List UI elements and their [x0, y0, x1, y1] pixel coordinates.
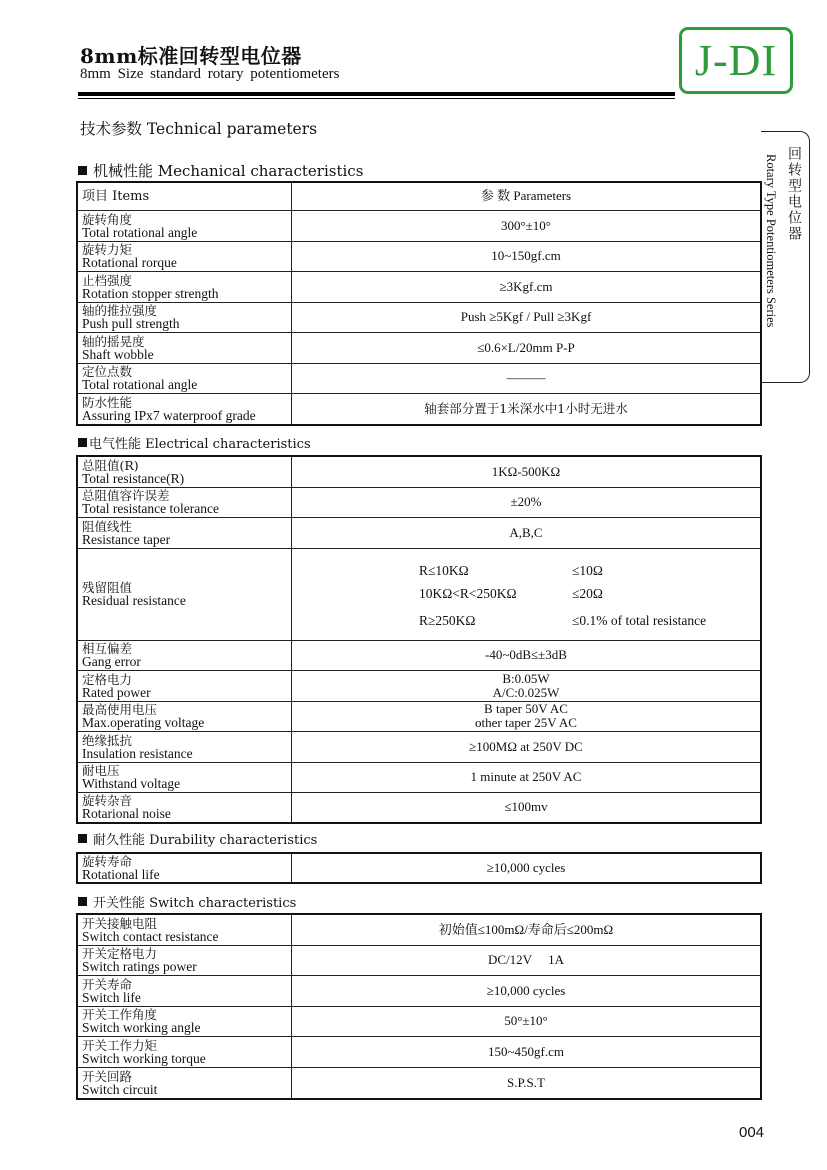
- value-cell: ±20%: [292, 487, 762, 517]
- square-bullet-icon: [78, 897, 87, 906]
- item-label-en: Rotational life: [82, 867, 160, 882]
- table-row: [77, 670, 761, 701]
- durability-table: [76, 852, 762, 884]
- value-text: 10KΩ<R<250KΩ: [419, 586, 517, 601]
- value-text: R≥250KΩ: [419, 613, 476, 628]
- durability-section-title: 耐久性能 Durability characteristics: [78, 829, 317, 848]
- item-cell: [77, 393, 292, 425]
- value-cell: 150~450gf.cm: [292, 1036, 762, 1067]
- item-label-cn: 旋转寿命: [82, 854, 133, 869]
- item-label-en: Switch life: [82, 989, 141, 1005]
- brand-logo: J-DI: [679, 27, 793, 94]
- table-row: [77, 210, 761, 241]
- item-label-cn: 旋转杂音: [82, 793, 133, 809]
- square-bullet-icon: [78, 166, 87, 175]
- item-cell: [77, 487, 292, 517]
- table-row: [77, 517, 761, 548]
- value-text: R≤10KΩ: [419, 563, 469, 578]
- item-cell: [77, 975, 292, 1006]
- item-label-cn: 定格电力: [82, 671, 133, 687]
- value-text: A/C:0.025W: [492, 684, 560, 700]
- item-cell: [77, 332, 292, 363]
- value-cell: [292, 670, 762, 701]
- value-text: B taper 50V AC: [484, 701, 568, 716]
- item-cell: [77, 517, 292, 548]
- electrical-table: [76, 455, 762, 824]
- item-cell: [77, 241, 292, 271]
- item-label-cn: 开关定格电力: [82, 946, 158, 961]
- item-label-en: Max.operating voltage: [82, 715, 205, 730]
- item-label-cn: 开关接触电阻: [82, 915, 158, 931]
- item-cell: [77, 640, 292, 670]
- electrical-section-title: 电气性能 Electrical characteristics: [78, 433, 311, 452]
- table-row: [77, 393, 761, 425]
- item-label-en: Withstand voltage: [82, 776, 181, 791]
- value-cell: [292, 548, 762, 640]
- table-header-row: [77, 182, 761, 210]
- value-text: other taper 25V AC: [475, 715, 577, 730]
- table-row: [77, 853, 761, 883]
- table-row: [77, 487, 761, 517]
- value-cell: DC/12V 1A: [292, 945, 762, 975]
- item-cell: [77, 1006, 292, 1036]
- section-title: 技术参数 Technical parameters: [80, 120, 318, 138]
- mechanical-table: [76, 181, 762, 426]
- switch-table: [76, 913, 762, 1100]
- value-cell: ≥100MΩ at 250V DC: [292, 731, 762, 762]
- item-label-cn: 轴的摇晃度: [82, 333, 145, 349]
- item-cell: [77, 670, 292, 701]
- item-label-cn: 轴的推拉强度: [82, 303, 158, 318]
- item-cell: [77, 1036, 292, 1067]
- item-cell: [77, 363, 292, 393]
- value-text: ≤20Ω: [572, 586, 603, 601]
- value-text: ≤0.1% of total resistance: [572, 613, 707, 628]
- value-cell: Push ≥5Kgf / Pull ≥3Kgf: [292, 302, 762, 332]
- item-label-cn: 定位点数: [82, 364, 133, 379]
- item-label-en: Rated power: [82, 684, 151, 700]
- item-label-cn: 总阻值容许误差: [82, 488, 170, 503]
- item-label-cn: 开关工作力矩: [82, 1037, 158, 1053]
- item-label-cn: 开关寿命: [82, 976, 133, 992]
- table-row: [77, 1036, 761, 1067]
- item-label-en: Assuring IPx7 waterproof grade: [82, 407, 256, 423]
- value-cell: ———: [292, 363, 762, 393]
- table-row: [77, 302, 761, 332]
- mechanical-section-title: 机械性能 Mechanical characteristics: [78, 160, 363, 181]
- item-label-cn: 最高使用电压: [82, 702, 158, 717]
- item-label-en: Insulation resistance: [82, 745, 193, 761]
- item-label-cn: 耐电压: [82, 763, 120, 778]
- item-label-en: Total resistance(R): [82, 470, 185, 486]
- item-label-en: Total rotational angle: [82, 224, 198, 240]
- header-parameters: 参 数 Parameters: [292, 182, 762, 210]
- value-cell: ≥3Kgf.cm: [292, 271, 762, 302]
- table-row: [77, 456, 761, 487]
- item-label-en: Push pull strength: [82, 316, 180, 331]
- value-cell: 1 minute at 250V AC: [292, 762, 762, 792]
- table-row: [77, 1067, 761, 1099]
- square-bullet-icon: [78, 834, 87, 843]
- item-cell: [77, 914, 292, 945]
- table-row: [77, 945, 761, 975]
- switch-section-title: 开关性能 Switch characteristics: [78, 892, 296, 911]
- item-label-en: Total rotational angle: [82, 377, 198, 392]
- value-cell: ≤0.6×L/20mm P-P: [292, 332, 762, 363]
- side-tab: [761, 131, 810, 383]
- side-tab-cn: 回转型电位器: [786, 146, 802, 242]
- item-label-en: Rotational rorque: [82, 255, 177, 270]
- item-label-en: Residual resistance: [82, 593, 186, 608]
- square-bullet-icon: [78, 438, 87, 447]
- value-cell: -40~0dB≤±3dB: [292, 640, 762, 670]
- item-label-cn: 旋转力矩: [82, 242, 133, 257]
- table-row: [77, 271, 761, 302]
- table-row: [77, 731, 761, 762]
- table-row: [77, 975, 761, 1006]
- item-label-cn: 开关工作角度: [82, 1007, 158, 1022]
- item-label-cn: 相互偏差: [82, 641, 133, 656]
- item-cell: [77, 853, 292, 883]
- item-label-en: Switch working torque: [82, 1050, 206, 1066]
- item-cell: [77, 762, 292, 792]
- item-label-cn: 开关回路: [82, 1068, 133, 1084]
- value-cell: ≥10,000 cycles: [292, 853, 762, 883]
- value-cell: ≤100mv: [292, 792, 762, 823]
- item-label-en: Switch contact resistance: [82, 928, 219, 944]
- value-cell: 初始值≤100mΩ/寿命后≤200mΩ: [292, 914, 762, 945]
- item-label-en: Shaft wobble: [82, 346, 154, 362]
- item-label-cn: 止档强度: [82, 272, 133, 288]
- value-cell: [292, 701, 762, 731]
- header-rule-thick: [78, 92, 675, 96]
- item-label-cn: 绝缘抵抗: [82, 732, 133, 748]
- value-cell: 1KΩ-500KΩ: [292, 456, 762, 487]
- value-cell: 300°±10°: [292, 210, 762, 241]
- header-rule-thin: [78, 98, 675, 99]
- table-row: [77, 914, 761, 945]
- value-cell: 50°±10°: [292, 1006, 762, 1036]
- table-row: [77, 1006, 761, 1036]
- table-row: [77, 363, 761, 393]
- page-title-en: 8mm Size standard rotary potentiometers: [80, 66, 340, 82]
- table-row: [77, 762, 761, 792]
- item-cell: [77, 456, 292, 487]
- header-items: 项目 Items: [77, 182, 292, 210]
- table-row: [77, 241, 761, 271]
- table-row: [77, 640, 761, 670]
- item-label-en: Rotation stopper strength: [82, 285, 219, 301]
- value-text: ≤10Ω: [572, 563, 603, 578]
- item-cell: [77, 548, 292, 640]
- item-label-cn: 阻值线性: [82, 518, 133, 534]
- item-cell: [77, 210, 292, 241]
- item-cell: [77, 701, 292, 731]
- table-row-residual: [77, 548, 761, 640]
- item-label-en: Gang error: [82, 654, 141, 669]
- item-label-cn: 旋转角度: [82, 211, 133, 227]
- item-cell: [77, 945, 292, 975]
- value-cell: ≥10,000 cycles: [292, 975, 762, 1006]
- item-label-en: Rotarional noise: [82, 806, 171, 822]
- table-row: [77, 701, 761, 731]
- item-cell: [77, 302, 292, 332]
- value-cell: 10~150gf.cm: [292, 241, 762, 271]
- item-label-cn: 残留阻值: [82, 580, 133, 595]
- item-cell: [77, 1067, 292, 1099]
- item-label-en: Total resistance tolerance: [82, 501, 219, 516]
- item-label-cn: 防水性能: [82, 394, 133, 410]
- item-label-en: Switch circuit: [82, 1081, 158, 1097]
- item-cell: [77, 271, 292, 302]
- page-title-cn: 8mm标准回转型电位器: [80, 44, 302, 68]
- item-cell: [77, 731, 292, 762]
- page-number: 004: [739, 1124, 765, 1141]
- item-label-en: Resistance taper: [82, 531, 171, 547]
- table-row: [77, 332, 761, 363]
- table-row: [77, 792, 761, 823]
- value-text: B:0.05W: [502, 670, 550, 686]
- value-cell: A,B,C: [292, 517, 762, 548]
- value-cell: 轴套部分置于1米深水中1小时无进水: [292, 393, 762, 425]
- item-label-en: Switch ratings power: [82, 959, 197, 974]
- value-cell: S.P.S.T: [292, 1067, 762, 1099]
- item-label-en: Switch working angle: [82, 1020, 201, 1035]
- item-label-cn: 总阻值(R): [82, 457, 139, 473]
- side-tab-en: Rotary Type Potentiometers Series: [764, 154, 778, 328]
- item-cell: [77, 792, 292, 823]
